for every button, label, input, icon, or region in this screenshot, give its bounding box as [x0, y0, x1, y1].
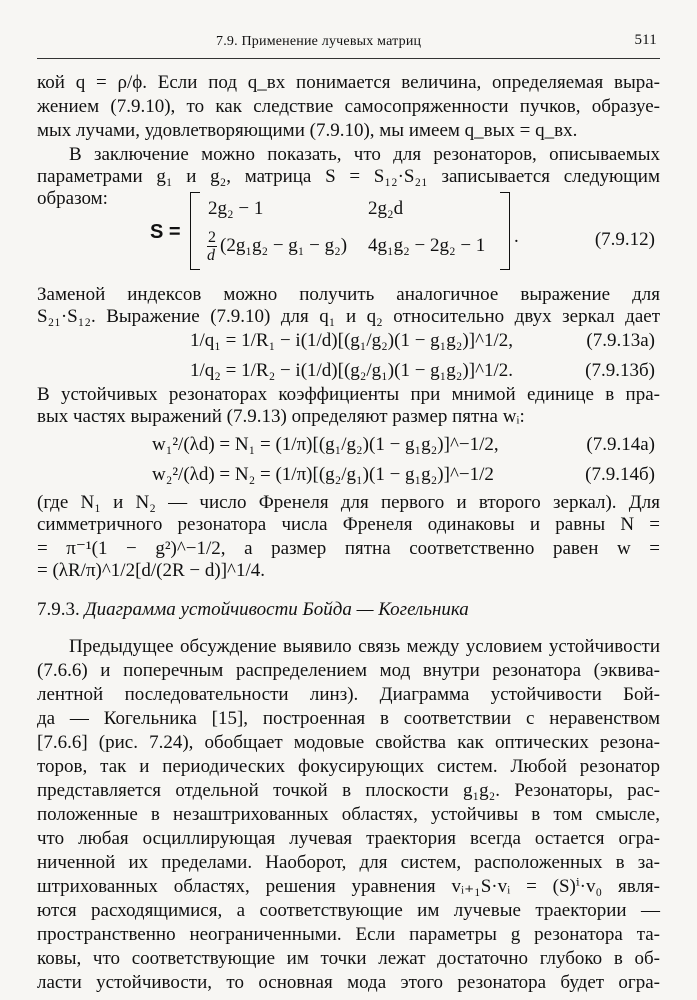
text-line: кой q = ρ/ϕ. Если под q_вх понимается величина, определяемая выра-: [37, 72, 660, 93]
matrix-cell-r1c1: 2g₂ − 1: [208, 198, 264, 219]
header-title: 7.9. Применение лучевых матриц: [216, 34, 422, 49]
matrix-cell-r2c2: 4g₁g₂ − 2g₂ − 1: [368, 235, 486, 256]
text-line: параметрами g₁ и g₂, матрица S = S₁₂·S₂₁ записывается следующим: [37, 166, 660, 187]
equation-14b: w₂²/(λd) = N₂ = (1/π)[(g₂/g₁)(1 − g₁g₂)]^−1/2: [152, 464, 494, 485]
text-line: Предыдущее обсуждение выявило связь между условием устойчивости: [69, 636, 660, 657]
matrix-cell-r2c1: (2g₁g₂ − g₁ − g₂): [220, 235, 348, 256]
matrix-cell-r1c2: 2g₂d: [368, 198, 404, 219]
text-line: представляется отдельной точкой в плоскости g₁g₂. Резонаторы, рас-: [37, 780, 660, 801]
text-line: пространственно неограниченными. Если параметры g резонатора та-: [37, 924, 660, 945]
text-line: что любая осциллирующая лучевая траектория всегда остается огра-: [37, 828, 660, 849]
section-title: Диаграмма устойчивости Бойда — Когельника: [84, 599, 469, 620]
equation-number: (7.9.14б): [585, 464, 655, 485]
equation-13a: 1/q₁ = 1/R₁ − i(1/d)[(g₁/g₂)(1 − g₁g₂)]^1/2,: [190, 330, 514, 351]
text-line: торов, так и периодических фокусирующих систем. Любой резонатор: [37, 756, 660, 777]
equation-number: (7.9.12): [594, 229, 655, 250]
running-header: [0, 30, 697, 54]
matrix-equation: [150, 190, 550, 270]
equation-number: (7.9.14а): [586, 434, 655, 455]
fraction-numerator: 2: [208, 229, 216, 246]
text-line: образом:: [37, 188, 108, 209]
text-line: Заменой индексов можно получить аналогичное выражение для: [37, 284, 660, 305]
right-bracket: [500, 192, 510, 270]
text-line: (где N₁ и N₂ — число Френеля для первого и второго зеркал). Для: [37, 492, 660, 513]
header-rule: [37, 58, 660, 59]
text-line: В устойчивых резонаторах коэффициенты при мнимой единице в пра-: [37, 384, 660, 405]
text-line: ласти устойчивости, то основная мода этого резонатора будет огра-: [37, 972, 660, 993]
text-line: да — Когельника [15], построенная в соответствии с неравенством: [37, 708, 660, 729]
page-number: 511: [634, 32, 657, 48]
text-line: = π⁻¹(1 − g²)^−1/2, а размер пятна соответственно равен w =: [37, 538, 660, 559]
text-line: [7.6.6] (рис. 7.24), обобщает модовые свойства как оптических резона-: [37, 732, 660, 753]
section-heading: [37, 599, 469, 621]
text-line: ются расходящимися, а соответствующие им лучевые траектории —: [37, 900, 660, 921]
section-number: 7.9.3.: [37, 599, 80, 620]
equation-number: (7.9.13а): [586, 330, 655, 351]
text-line: штрихованных областях, решения уравнения vᵢ₊₁S·vᵢ = (S)ⁱ·v₀ явля-: [37, 876, 660, 897]
left-bracket: [190, 192, 200, 270]
text-line: мых лучами, удовлетворяющими (7.9.10), мы имеем q_вых = q_вх.: [37, 120, 578, 141]
text-line: лентной последовательности линз). Диаграмма устойчивости Бой-: [37, 684, 660, 705]
text-line: S₂₁·S₁₂. Выражение (7.9.10) для q₁ и q₂ относительно двух зеркал дает: [37, 306, 660, 327]
text-line: (7.6.6) и поперечным распределением мод внутри резонатора (эквива-: [37, 660, 660, 681]
text-line: симметричного резонатора числа Френеля одинаковы и равны N =: [37, 514, 660, 535]
text-line: = (λR/π)^1/2[d/(2R − d)]^1/4.: [37, 560, 265, 581]
text-line: положенные в незаштрихованных областях, устойчивы в том смысле,: [37, 804, 660, 825]
text-line: ковы, что соответствующие им точки лежат достаточно глубоко в об-: [37, 948, 660, 969]
fraction-denominator: d: [207, 247, 215, 264]
text-line: В заключение можно показать, что для резонаторов, описываемых: [69, 144, 660, 165]
equation-13b: 1/q₂ = 1/R₂ − i(1/d)[(g₂/g₁)(1 − g₁g₂)]^1/2.: [190, 360, 514, 381]
matrix-lhs: S =: [150, 221, 181, 243]
text-line: вых частях выражений (7.9.13) определяют размер пятна wᵢ:: [37, 406, 525, 427]
matrix-trailing-period: .: [514, 226, 519, 247]
equation-14a: w₁²/(λd) = N₁ = (1/π)[(g₁/g₂)(1 − g₁g₂)]^−1/2,: [152, 434, 499, 455]
equation-number: (7.9.13б): [585, 360, 655, 381]
text-line: жением (7.9.10), то как следствие самосопряженности пучков, образуе-: [37, 96, 660, 117]
text-line: ниченной их пределами. Наоборот, для систем, расположенных в за-: [37, 852, 660, 873]
